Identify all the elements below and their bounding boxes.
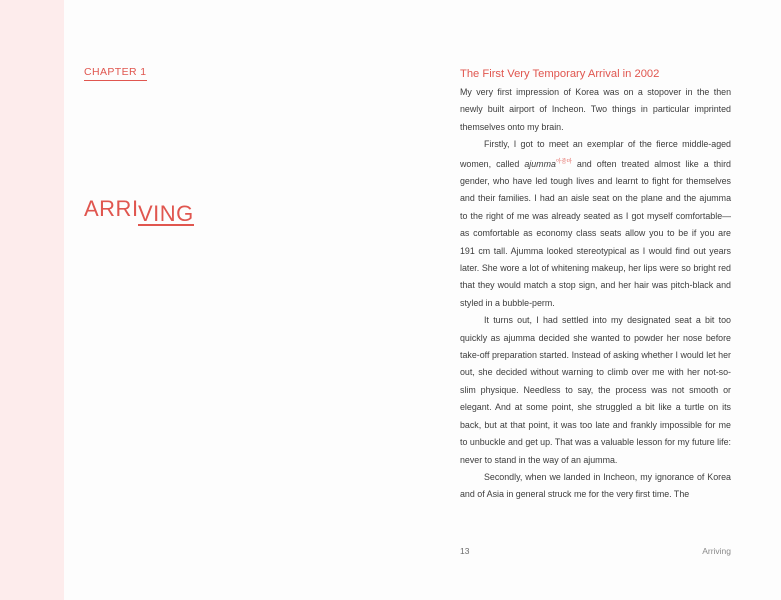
chapter-title [84, 196, 214, 236]
paragraph-4: Secondly, when we landed in Incheon, my ignorance of Korea and of Asia in general struck me for the very first time. The [460, 471, 731, 500]
chapter-title-part-b: VING [138, 201, 194, 226]
body-column [460, 66, 731, 504]
left-margin-band [0, 0, 64, 600]
page-number: 13 [460, 546, 470, 556]
paragraph-2-start: Firstly, I got to meet an exemplar of the fierce middle-aged women, called [460, 139, 731, 169]
chapter-title-part-a: ARRI [84, 196, 139, 221]
paragraph-2 [460, 136, 731, 312]
paragraph-1: My very first impression of Korea was on a stopover in the then newly built airport of Incheon. Two things in particular imprinted themselves onto my brain. [460, 87, 731, 132]
ajumma-term: ajumma [524, 158, 556, 169]
paragraph-2-rest: and often treated almost like a third gender, who have led tough lives and learnt to fight for themselves and their families. I had an aisle seat on the plane and the ajumma to the right of me was already seated as I got myself comfortable—as comfortable as economy class seats allow you to be if you are 191 cm tall. Ajumma looked stereotypical as I would find out years later. She wore a lot of whitening makeup, her lips were so bright red that they would match a stop sign, and her hair was pitch-black and styled in a bubble-perm. [460, 158, 731, 308]
korean-term-superscript: 아줌마 [555, 158, 572, 165]
section-heading: The First Very Temporary Arrival in 2002 [460, 68, 660, 80]
paragraph-3: It turns out, I had settled into my designated seat a bit too quickly as ajumma decided she wanted to powder her nose before take-off preparation started. Instead of asking whether I would let her out, she decided without warning to climb over me with her not-so-slim physique. Needless to say, the process was not smooth or elegant. And at some point, she struggled a bit like a turtle on its back, but at that point, it was too late and frankly impossible for me to unbuckle and get up. That was a valuable lesson for my future life: never to stand in the way of an ajumma. [460, 315, 731, 465]
chapter-label: CHAPTER 1 [84, 66, 147, 81]
running-head: Arriving [702, 546, 731, 556]
